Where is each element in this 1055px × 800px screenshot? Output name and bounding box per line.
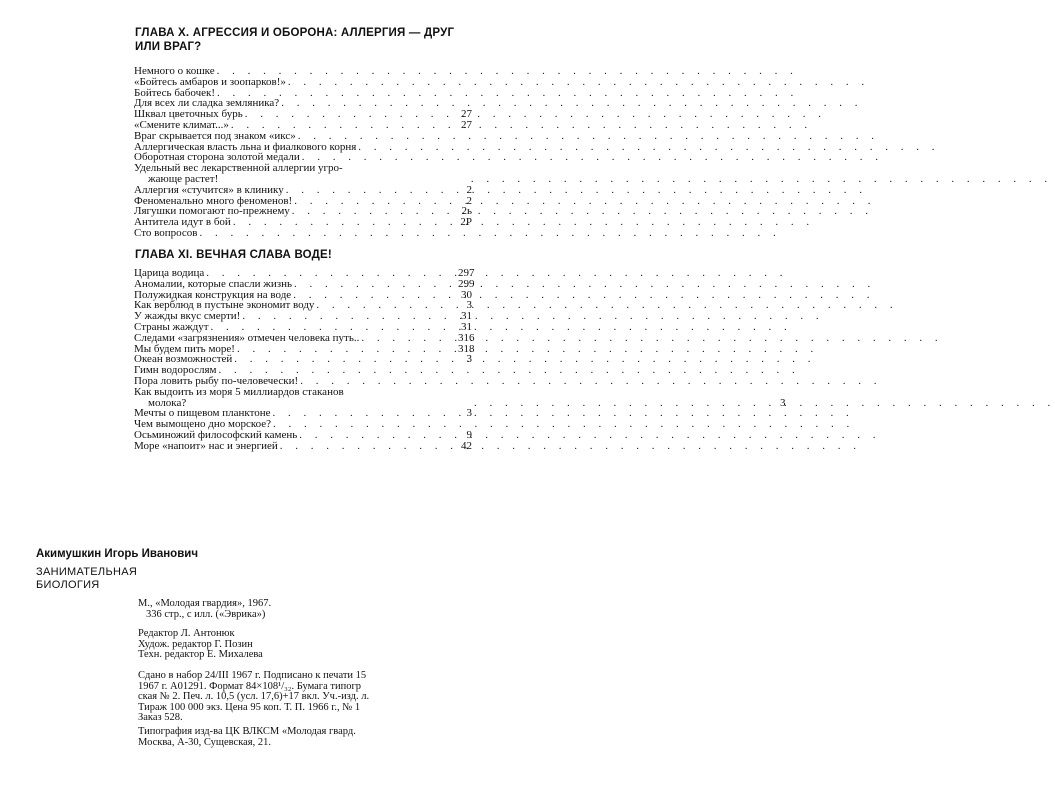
typography-line: Москва, А-30, Сущевская, 21. <box>138 736 272 748</box>
toc-entry-title: Гимн водорослям <box>134 364 217 377</box>
toc-entry-page: 318 <box>458 342 475 355</box>
book-title <box>36 566 196 591</box>
toc-entry <box>134 163 472 185</box>
toc-entry-title: Аллергическая власть льна и фиалкового корня <box>134 140 357 153</box>
printing-info <box>138 671 460 724</box>
toc-entry-page: 30 <box>461 288 472 301</box>
toc-entry-page: 9 <box>466 428 472 441</box>
chapter-11-contents <box>134 267 786 452</box>
toc-entry-title-continued: молока? <box>148 396 187 409</box>
toc-entry-page: 27 <box>461 118 472 131</box>
toc-entry-title-continued: жающе растет! <box>148 172 219 185</box>
toc-entry-title: Для всех ли сладка земляника? <box>134 97 280 110</box>
toc-entry-page: 299 <box>458 277 475 290</box>
toc-entry-page: 2Р <box>460 216 472 229</box>
dot-leader <box>361 333 456 344</box>
chapter-10-title: ГЛАВА X. АГРЕССИЯ И ОБОРОНА: АЛЛЕРГИЯ — ДРУГ ИЛИ ВРАГ? <box>135 27 455 53</box>
dot-leader <box>286 185 456 196</box>
toc-entry-title: Следами «загрязнения» отмечен человека путь.. <box>134 331 360 344</box>
toc-entry-title: Мечты о пищевом планктоне <box>134 407 271 420</box>
toc-entry <box>134 228 472 239</box>
toc-entry-title: Немного о кошке <box>134 65 215 77</box>
toc-entry-title: Феноменально много феноменов! <box>134 194 293 207</box>
publisher-line: М., «Молодая гвардия», 1967. <box>138 598 272 609</box>
toc-entry-title: Пора ловить рыбу по-человечески! <box>134 374 299 387</box>
toc-entry-title: Враг скрывается под знаком «икс» <box>134 129 296 142</box>
typography-line: Типография изд-ва ЦК ВЛКСМ «Молодая гвард. <box>138 726 356 737</box>
editor-line: Редактор Л. Антонюк <box>138 628 235 639</box>
toc-entry-title: Удельный вес лекарственной аллергии угро- <box>134 162 343 175</box>
editor-line: Техн. редактор Е. Михалева <box>138 649 263 660</box>
toc-entry-title: Полужидкая конструкция на воде <box>134 288 292 301</box>
dot-leader <box>288 77 456 88</box>
dot-leader <box>280 441 456 452</box>
toc-entry-title: Как верблюд в пустыне экономит воду <box>134 299 315 312</box>
toc-entry-title: Как выдоить из моря 5 миллиардов стаканов <box>134 385 344 398</box>
dot-leader <box>298 131 456 142</box>
toc-entry <box>134 131 472 142</box>
chapter-10-contents <box>134 66 472 239</box>
toc-entry-title: Страны жаждут <box>134 320 209 333</box>
toc-entry-title: Оборотная сторона золотой медали <box>134 151 300 164</box>
print-line: Тираж 100 000 экз. Цена 95 коп. Т. П. 1966 г., № 1 <box>138 701 361 713</box>
publisher-line: 336 стр., с илл. («Эврика») <box>146 608 266 620</box>
toc-entry-title: Чем вымощено дно морское? <box>134 418 272 431</box>
toc-entry <box>134 185 472 196</box>
toc-entry-page: 2 <box>466 183 472 196</box>
toc-entry-page: 3 <box>466 353 472 366</box>
toc-entry-page: 2ь <box>461 205 472 218</box>
toc-entry-page: 31 <box>461 320 472 333</box>
toc-entry-page: 3 <box>466 299 472 312</box>
toc-entry-title: Бойтесь бабочек! <box>134 86 216 99</box>
print-line: Заказ 528. <box>138 712 183 723</box>
toc-entry-page: 2 <box>466 194 472 207</box>
publisher-info <box>138 599 271 620</box>
toc-entry-title: Океан возможностей <box>134 353 233 366</box>
editors-info <box>138 629 263 661</box>
toc-entry-title: Аллергия «стучится» в клинику <box>134 183 284 196</box>
toc-entry <box>134 385 786 409</box>
toc-entry-page: 316 <box>458 331 475 344</box>
toc-entry-title: Мы будем пить море! <box>134 342 235 355</box>
toc-entry-title: Шквал цветочных бурь <box>134 108 243 121</box>
editor-line: Худож. редактор Г. Позин <box>138 638 253 650</box>
author-name: Акимушкин Игорь Иванович <box>36 548 199 560</box>
toc-entry-page: 27 <box>461 108 472 121</box>
print-line: Сдано в набор 24/III 1967 г. Подписано к печати 15 <box>138 670 367 681</box>
toc-entry-page: 3 <box>780 396 786 409</box>
toc-entry-page: 297 <box>458 267 475 279</box>
toc-entry <box>134 277 475 290</box>
print-line: 1967 г. А01291. Формат 84×108¹/₃₂. Бумага типогр <box>138 680 362 692</box>
toc-entry <box>134 331 475 344</box>
toc-entry-page: 42 <box>461 439 472 452</box>
book-title-line: БИОЛОГИЯ <box>36 578 100 591</box>
print-line: ская № 2. Печ. л. 10,5 (усл. 17,6)+17 вкл. Уч.-изд. л. <box>138 691 370 702</box>
toc-entry-title: Лягушки помогают по-прежнему <box>134 205 290 218</box>
chapter-11-title: ГЛАВА XI. ВЕЧНАЯ СЛАВА ВОДЕ! <box>135 249 332 261</box>
toc-entry-title: Сто вопросов <box>134 226 198 239</box>
toc-entry <box>134 77 472 88</box>
dot-leader <box>199 228 456 239</box>
typography-info <box>138 727 460 748</box>
book-title-line: ЗАНИМАТЕЛЬНАЯ <box>36 566 138 578</box>
toc-entry-title: У жажды вкус смерти! <box>134 310 241 323</box>
toc-entry <box>134 441 472 452</box>
toc-entry-page: 3 <box>466 407 472 420</box>
toc-entry-title: «Смените климат...» <box>134 118 229 131</box>
dot-leader <box>294 279 456 290</box>
toc-entry-title: Море «напоит» нас и энергией <box>134 439 278 452</box>
toc-entry-title: Аномалии, которые спасли жизнь <box>134 277 292 290</box>
toc-entry-title: «Бойтесь амбаров и зоопарков!» <box>134 75 286 88</box>
toc-entry-title: Антитела идут в бой <box>134 216 231 229</box>
toc-entry-title: Осьминожий философский камень <box>134 428 298 441</box>
toc-entry-title: Царица водица <box>134 267 205 279</box>
toc-entry-page: 31 <box>461 310 472 323</box>
